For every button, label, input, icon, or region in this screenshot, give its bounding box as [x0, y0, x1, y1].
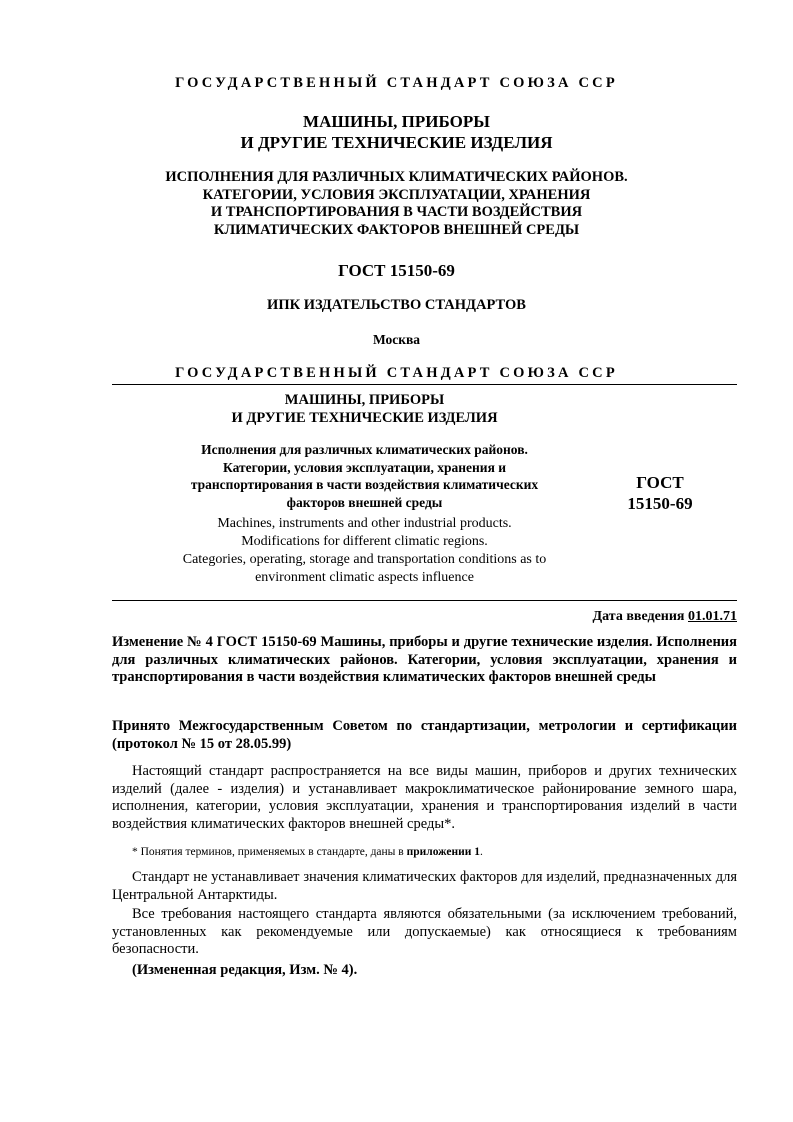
cover-subtitle — [0, 169, 793, 239]
header-top-rule — [112, 384, 737, 385]
header-name-line2: И ДРУГИЕ ТЕХНИЧЕСКИЕ ИЗДЕЛИЯ — [231, 410, 498, 426]
edit-note: (Измененная редакция, Изм. № 4). — [132, 962, 358, 978]
header-english-title — [112, 515, 617, 587]
header-russian-title — [112, 441, 617, 511]
header-en-line2: Modifications for different climatic regions. — [241, 534, 488, 549]
header-gost-line1: ГОСТ — [636, 473, 684, 492]
intro-date-value: 01.01.71 — [688, 609, 737, 624]
header-ru-line2: Категории, условия эксплуатации, хранения и — [222, 459, 507, 475]
cover-subtitle-line3: И ТРАНСПОРТИРОВАНИЯ В ЧАСТИ ВОЗДЕЙСТВИЯ — [210, 204, 583, 220]
cover-subtitle-line4: КЛИМАТИЧЕСКИХ ФАКТОРОВ ВНЕШНЕЙ СРЕДЫ — [213, 221, 580, 238]
header-en-line1: Machines, instruments and other industrial products. — [217, 516, 512, 531]
header-title-block — [112, 391, 617, 587]
requirements-paragraph: Все требования настоящего стандарта являются обязательными (за исключением требований, установленных как рекомендуемые или допускаемые) как относящиеся к требованиям безопасности. — [112, 906, 737, 957]
header-ru-line3: транспортирования в части воздействия климатических — [190, 477, 539, 492]
intro-date — [593, 609, 737, 625]
header-en-line4: environment climatic aspects influence — [255, 570, 474, 585]
cover-gost-number: ГОСТ 15150-69 — [338, 261, 455, 280]
cover-title — [0, 111, 793, 153]
header-heading: ГОСУДАРСТВЕННЫЙ СТАНДАРТ СОЮЗА ССР — [175, 365, 618, 381]
cover-title-line2: И ДРУГИЕ ТЕХНИЧЕСКИЕ ИЗДЕЛИЯ — [240, 133, 553, 152]
header-gost-line2: 15150-69 — [627, 494, 693, 513]
header-gost-number — [600, 472, 720, 514]
cover-publisher: ИПК ИЗДАТЕЛЬСТВО СТАНДАРТОВ — [267, 297, 526, 313]
cover-subtitle-line2: КАТЕГОРИИ, УСЛОВИЯ ЭКСПЛУАТАЦИИ, ХРАНЕНИЯ — [202, 186, 591, 203]
accepted-by: Принято Межгосударственным Советом по стандартизации, метрологии и сертификации (протокол № 15 от 28.05.99) — [112, 718, 737, 752]
cover-title-line1: МАШИНЫ, ПРИБОРЫ — [303, 112, 490, 131]
cover-heading: ГОСУДАРСТВЕННЫЙ СТАНДАРТ СОЮЗА ССР — [175, 75, 618, 91]
footnote-end: . — [479, 846, 483, 858]
header-product-name — [112, 391, 617, 427]
header-ru-line4: факторов внешней среды — [286, 494, 443, 510]
scope-paragraph: Настоящий стандарт распространяется на все виды машин, приборов и других технических изделий (далее - изделия) и устанавливает макроклиматическое районирование земного шара, исполнения, категории, условия эксплуатации, хранения и транспортирования изделий в части воздействия климатических факторов внешней среды*. — [112, 763, 737, 832]
header-bottom-rule — [112, 600, 737, 601]
intro-date-label: Дата введения — [592, 609, 688, 624]
cover-city: Москва — [372, 332, 421, 347]
cover-subtitle-line1: ИСПОЛНЕНИЯ ДЛЯ РАЗЛИЧНЫХ КЛИМАТИЧЕСКИХ РАЙОНОВ. — [165, 169, 628, 185]
footnote-text: * Понятия терминов, применяемых в стандарте, даны в — [132, 846, 407, 858]
header-name-line1: МАШИНЫ, ПРИБОРЫ — [284, 392, 445, 408]
footnote — [132, 844, 737, 862]
antarctica-paragraph: Стандарт не устанавливает значения климатических факторов для изделий, предназначенных для Центральной Антарктиды. — [112, 869, 737, 903]
footnote-appendix-ref: приложении 1 — [406, 846, 480, 858]
change-notice: Изменение № 4 ГОСТ 15150-69 Машины, приборы и другие технические изделия. Исполнения для различных климатических районов. Категории, условия эксплуатации, хранения и транспортирования в части воздействия климатических факторов внешней среды — [112, 634, 737, 685]
header-en-line3: Categories, operating, storage and transportation conditions as to — [182, 552, 547, 567]
header-ru-line1: Исполнения для различных климатических районов. — [201, 442, 528, 457]
